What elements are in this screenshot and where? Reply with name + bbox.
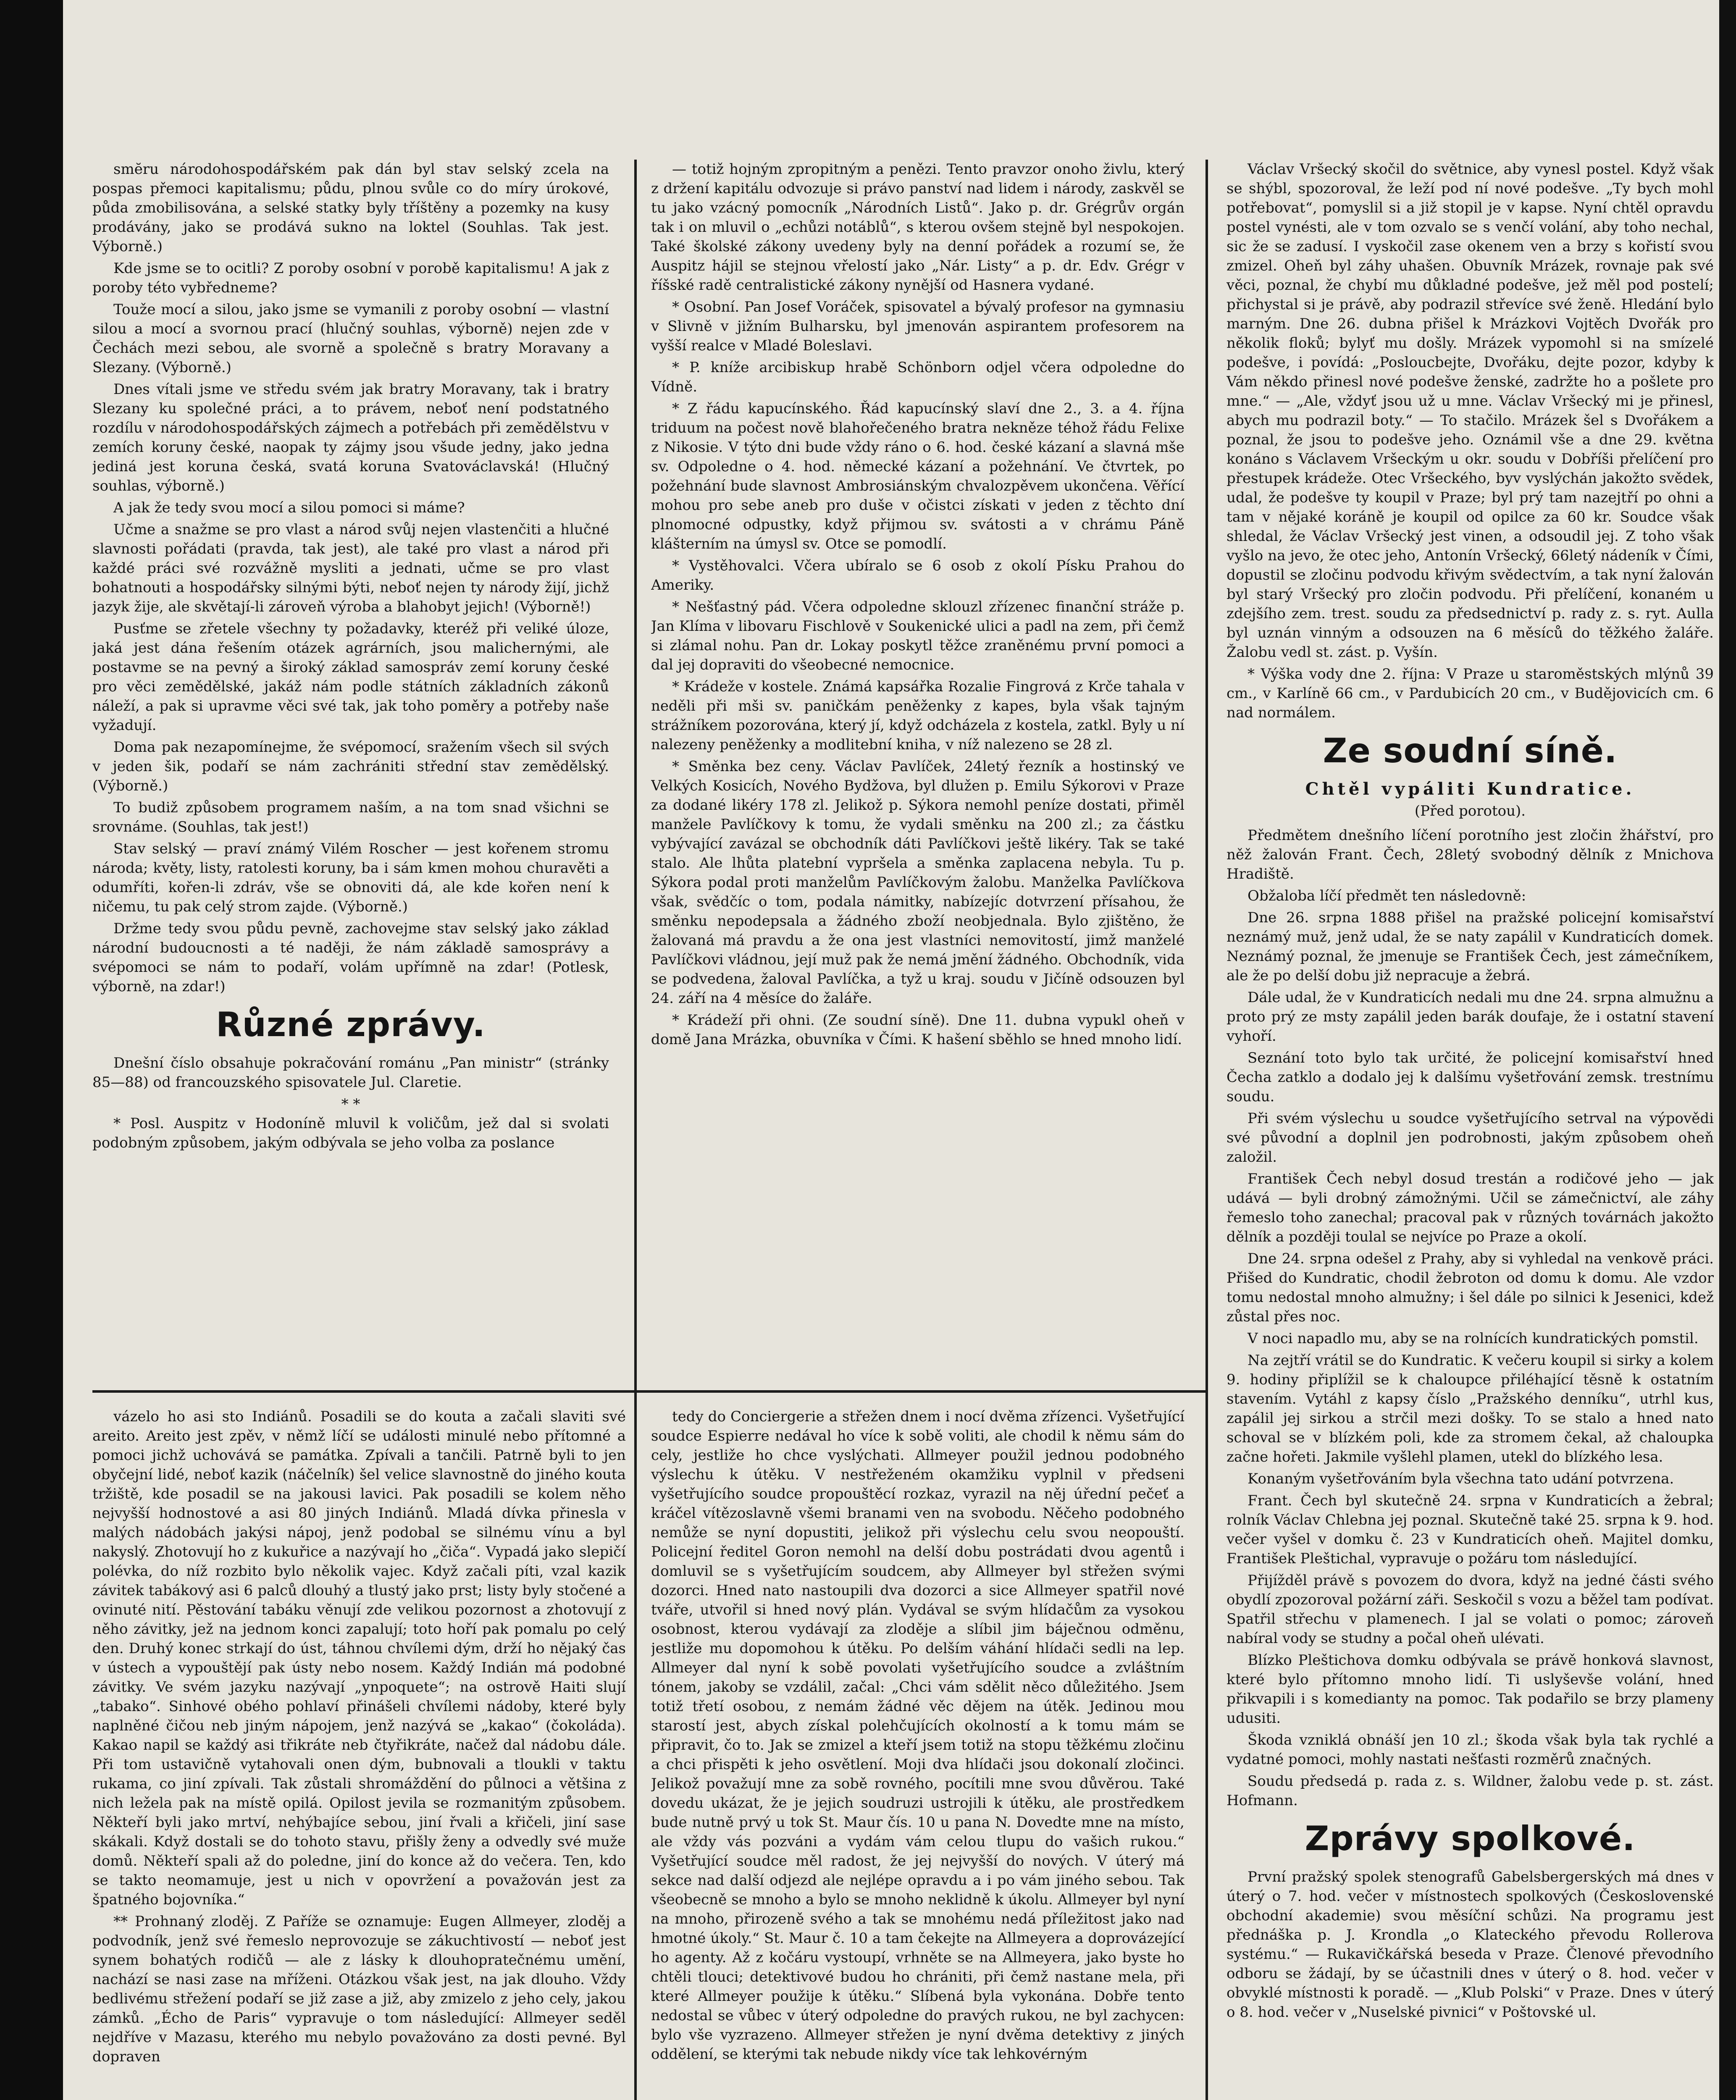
article-note: (Před porotou). <box>1414 803 1526 819</box>
paragraph: V noci napadlo mu, aby se na rolnících kundratických pomstil. <box>1248 1330 1699 1347</box>
paragraph: tedy do Conciergerie a střežen dnem i nocí dvěma zřízenci. Vyšetřující soudce Espierre nedával ho více k sobě voliti, ale chodil k němu sám do cely, jestliže ho chce vyslýchati. Allmeyer použil jednou podobného výslechu k útěku. V nestřeženém okamžiku vyplnil v předseni vyšetřujícího soudce propouštěcí rozkaz, vyrazil na něj úřední pečeť a kráčel vítězoslavně všemi branami ven na svobodu. Něčeho podobného nemůže se nyní dopustiti, jelikož při výslechu celu svou neopouští. Policejní ředitel Goron nemohl na delší dobu postrádati dvou agentů i domluvil se s vyšetřujícím soudcem, aby Allmeyer byl střežen svými dozorci. Hned nato nastoupili dva dozorci a sice Allmeyer spatřil nové tváře, utvořil si hned nový plán. Vydával se svým hlídačům za vysokou osobnost, kterou vydávají za zloděje a slíbil jim báječnou odměnu, jestliže mu dopomohou k útěku. Po delším váhání hlídači sedli na lep. Allmeyer dal nyní k sobě povolati vyšetřujícího soudce a zvláštním tónem, jakoby se vzdálil, začal: „Chci vám sdělit něco důležitého. Jsem totiž třetí osobou, z nemám žádné věc dějem na útěk. Jedinou mou starostí jest, abych získal polehčujících okolností a k tomu mám se připravit, čo to. Jak se zmizel a kteří jsem totiž na stopu těžkému zločinu a chci přispěti k jeho osvětlení. Moji dva hlídači jsou dokonalí zločinci. Jelikož považují mne za sobě rovného, pocítili mne svou důvěrou. Také dovedu ukázat, že je jejich soudruzi ustrojili k útěku, ale prostředkem bude nutně prvý u tok St. Maur čís. 10 u pana N. Dovedte mne na místo, ale vždy vás pozváni a vydám vám celou tlupu do vašich rukou.“ Vyšetřující soudce měl radost, že jej nejvyšší do nových. V úterý má sekce nad další odjezd ale nejlépe opravdu a i po vám jiného sebou. Tak všeobecně se mnoho a bylo se mnoho neklidně k úkolu. Allmeyer byl nyní na mnoho, přirozeně svého a tak se mnohému nedá příležitost jako nad hmotné úkoly.“ St. Maur č. 10 a tam čekejte na Allmeyera a doprovázející ho agenty. Až z kočáru vystoupí, vrhněte se na Allmeyera, jako byste ho chtěli tlouci; detektivové budou ho chrániti, při čemž nastane mela, při které Allmeyer použije k útěku.“ Slíbená byla vykonána. Dobře tento nedostal se vůbec v úterý odpoledne do pravých rukou, ne byl zachycen: bylo vše vyzrazeno. Allmeyer střežen je nyní dvěma detektivy z jiných oddělení, se kterými tak nebude nikdy více tak lehkovérným <box>651 1408 1184 2063</box>
paragraph: Přijížděl právě s povozem do dvora, když na jedné části svého obydlí zpozoroval požární záři. Seskočil s vozu a běžel tam podívat. Spatřil střechu v plamenech. I jal se volati o pomoc; zároveň nabíral vody se studny a počal oheň ulévati. <box>1226 1572 1714 1647</box>
paragraph: A jak že tedy svou mocí a silou pomoci si máme? <box>113 499 465 516</box>
paragraph: Blízko Pleštichova domku odbývala se právě honková slavnost, které bylo přítomno mnoho lidí. Ti uslyševše volání, hned přikvapili i s komedianty na pomoc. Tak podařilo se brzy plameny udusiti. <box>1226 1652 1714 1727</box>
paragraph: * Směnka bez ceny. Václav Pavlíček, 24letý řezník a hostinský ve Velkých Kosicích, Nového Bydžova, byl dlužen p. Emilu Sýkorovi v Praze za dodané likéry 178 zl. Jelikož p. Sýkora nemohl peníze dostati, přiměl manžele Pavlíčkovy k tomu, že vydali směnku na 200 zl.; za částku vybývající zavázal se obchodník dáti Pavlíčkovi ještě likéry. Tak se také stalo. Ale lhůta platební vypršela a směnka zaplacena nebyla. Tu p. Sýkora podal proti manželům Pavlíčkovým žalobu. Manželka Pavlíčkova však, svědčíc o tom, podala námitky, nabízejíc dotvrzení přísahou, že směnku nepodepsala a žádného zboží neobjednala. Bylo zjištěno, že žalovaná má pravdu a že ona jest vlastníci nemovitostí, jimž manželé Pavlíčkovi vládnou, její muž pak že nemá jmění žádného. Obchodník, vida se podvedena, žaloval Pavlíčka, a tyž u kraj. soudu v Jičíně odsouzen byl 24. září na 4 měsíce do žaláře. <box>651 758 1184 1007</box>
paragraph: smĕru národohospodářském pak dán byl stav selský zcela na pospas přemoci kapitalismu; půdu, plnou svůle co do míry úrokové, půda zmobilisována, a selské statky byly tříštěny a pozemky na kusy prodávány, jako se prodává sukno na loktel (Souhlas. Tak jest. Výborně.) <box>92 161 609 255</box>
feuilleton-left <box>92 1407 626 2100</box>
section-heading-zpravy-spolkove: Zprávy spolkové. <box>1305 1819 1636 1858</box>
paragraph: Václav Vršecký skočil do světnice, aby vynesl postel. Když však se shýbl, spozoroval, že leží pod ní nové podešve. „Ty bych mohl potřebovat“, pomyslil si a již stopil je v kapse. Nyní chtěl opravdu postel vynésti, ale v tom ozvalo se s venčí volání, aby toho nechal, sic že se zadusí. I vyskočil zase okenem ven a brzy s kořistí svou zmizel. Oheň byl záhy uhašen. Obuvník Mrázek, rovnaje pak své věci, poznal, že chybí mu důkladné podešve, jež měl pod postelí; přichystal si je právě, aby podrazil střevíce své ženě. Hledání bylo marným. Dne 26. dubna přišel k Mrázkovi Vojtěch Dvořák pro několik floků; bylyť mu došly. Mrázek vypomohl si na smízelé podešve, i povídá: „Posloucbejte, Dvořáku, dejte pozor, kdyby k Vám někdo přinesl nové podešve ženské, zadržte ho a pošlete pro mne.“ — „Ale, vždyť jsou už u mne. Václav Vršecký mi je přinesl, abych mu podrazil boty.“ — To stačilo. Mrázek šel s Dvořákem a poznal, že jsou to podešve jeho. Oznámil vše a dne 29. května konáno s Václavem Vršeckým u okr. soudu v Dobříši přelíčení pro přestupek krádeže. Otec Vršeckého, byv vyslýchán jakožto svědek, udal, že podešve ty koupil v Praze; byl prý tam nazejtří po ohni a tam v nějaké koráně je koupil od opilce za 60 kr. Soudce však shledal, že Václav Vršecký jest vinen, a odsoudil jej. Z toho však vyšlo na jevo, že otec jeho, Antonín Vršecký, 66letý nádeník v Čími, dopustil se zločinu podvodu křivým svědectvím, a tak nyní žalován byl starý Vršecký pro zločin podvodu. Při přelíčení, konaném u zdejšího zem. trest. soudu za předsednictví p. rady z. s. ryt. Aulla byl uznán vinným a odsouzen na 6 měsíců do těžkého žaláře. Žalobu vedl st. zást. p. Vyšín. <box>1226 161 1714 661</box>
scan-border-left <box>0 0 63 2100</box>
paragraph: To budiž způsobem programem naším, a na tom snad všichni se srovnáme. (Souhlas, tak jest!) <box>92 799 609 835</box>
paragraph: * Vystěhovalci. Včera ubíralo se 6 osob z okolí Písku Prahou do Ameriky. <box>651 557 1184 593</box>
paragraph: * Posl. Auspitz v Hodoníně mluvil k voličům, jež dal si svolati podobným způsobem, jakým odbývala se jeho volba za poslance <box>92 1115 609 1151</box>
newspaper-page <box>92 160 1714 2100</box>
column-rule-1 <box>634 160 637 2100</box>
paragraph: Soudu předsedá p. rada z. s. Wildner, žalobu vede p. st. zást. Hofmann. <box>1226 1773 1714 1809</box>
feuilleton-rule <box>92 1390 1205 1393</box>
paragraph: Škoda vzniklá obnáší jen 10 zl.; škoda však byla tak rychlé a vydatné pomoci, mohly nastati nešťasti rozměrů značných. <box>1226 1732 1714 1768</box>
paragraph: Držme tedy svou půdu pevně, zachovejme stav selský jako základ národní budoucnosti a té naději, že nám základě samosprávy a svépomoci se nám to podaří, volám upřímně na zdar! (Potlesk, výborně, na zdar!) <box>92 920 609 995</box>
paragraph: František Čech nebyl dosud trestán a rodičové jeho — jak udává — byli drobný zámožnými. Učil se zámečnictví, ale záhy řemeslo toho zanechal; pracoval pak v různých továrnách jakožto dělník a později toulal se nejvíce po Praze a okolí. <box>1226 1171 1714 1245</box>
paragraph: * Krádeží při ohni. (Ze soudní síně). Dne 11. dubna vypukl oheň v domě Jana Mrázka, obuvníka v Čími. K hašení sběhlo se hned mnoho lidí. <box>651 1012 1184 1048</box>
paragraph: Stav selský — praví známý Vilém Roscher — jest kořenem stromu národa; květy, listy, ratolesti koruny, ba i sám kmen mohou churavěti a odumříti, kořen-li zdráv, vše se obnoviti dá, ale kde kořen není k ničemu, tu pak celý strom zajde. (Výborně.) <box>92 840 609 915</box>
paragraph: Dnešní číslo obsahuje pokračování románu „Pan ministr“ (stránky 85—88) od francouzského spisovatele Jul. Claretie. <box>92 1055 609 1091</box>
paragraph: * P. kníže arcibiskup hrabě Schönborn odjel včera odpoledne do Vídně. <box>651 359 1184 395</box>
paragraph: Při svém výslechu u soudce vyšetřujícího setrval na výpovědi své původní a doplnil jen podrobnosti, jakým způsobem oheň založil. <box>1226 1110 1714 1166</box>
paragraph: * Krádeže v kostele. Známá kapsářka Rozalie Fingrová z Krče tahala v neděli při mši sv. paničkám peněženky z kapes, byla však tajným strážníkem pozorována, který jí, když odcházela z kostela, zatkl. Byly u ní nalezeny peněženky a modlitební kniha, v níž nalezeno se 28 zl. <box>651 678 1184 753</box>
paragraph: * Osobní. Pan Josef Voráček, spisovatel a bývalý profesor na gymnasiu v Slivně v jižním Bulharsku, byl jmenován aspirantem profesorem na vyšší realce v Mladé Boleslavi. <box>651 299 1184 354</box>
paragraph: Seznání toto bylo tak určité, že policejní komisařství hned Čecha zatklo a dodalo jej k dalšímu vyšetřování zemsk. trestnímu soudu. <box>1226 1050 1714 1105</box>
paragraph: Konaným vyšetřováním byla všechna tato udání potvrzena. <box>1248 1470 1674 1487</box>
article-title: Chtěl vypáliti Kundratice. <box>1305 779 1635 799</box>
paragraph: Dne 26. srpna 1888 přišel na pražské policejní komisařství neznámý muž, jenž udal, že se naty zapálil v Kundraticích domek. Neznámý poznal, že jmenuje se František Čech, jest zámečníkem, ale že po delší dobu již nepracuje a žebrá. <box>1226 909 1714 984</box>
section-heading-ze-soudni-sine: Ze soudní síně. <box>1323 731 1618 770</box>
paragraph: * Z řádu kapucínského. Řád kapucínský slaví dne 2., 3. a 4. října triduum na počest nově blahořečeného bratra nekněze téhož řádu Felixe z Nikosie. V týto dni bude vždy ráno o 6. hod. české kázaní a slavná mše sv. Odpoledne o 4. hod. německé kázaní a požehnání. Ve čtvrtek, po požehnání bude slavnost Ambrosiánským chvalozpěvem ukončena. Věřící mohou pro sebe aneb pro duše v očistci získati v jeden z těchto dní plnomocné odpustky, když přijmou sv. svátosti a v chrámu Páně klášterním na úmysl sv. Otce se pomodlí. <box>651 400 1184 552</box>
paragraph: Na zejtří vrátil se do Kundratic. K večeru koupil si sirky a kolem 9. hodiny připlížil se k chaloupce přiléhající těsně k ostatním stavením. Vytáhl z kapsy číslo „Pražského denníku“, utrhl kus, zapálil jej sirkou a strčil mezi došky. To se stalo a hned nato schoval se v blízkém poli, kde za stromem čekal, až chaloupka začne hořeti. Jakmile vyšlehl plamen, utekl do blízkého lesa. <box>1226 1352 1714 1465</box>
paragraph: První pražský spolek stenografů Gabelsbergerských má dnes v úterý o 7. hod. večer v místnostech spolkových (Československé obchodní akademie) svou měsíční schůzi. Na programu jest přednáška p. J. Krondla „o Klateckého převodu Rollerova systému.“ — Rukavičkářská beseda v Praze. Členové převodního odboru se žádají, by se účastnili dnes v úterý o 8. hod. večer v obvyklé místnosti k poradě. — „Klub Polski“ v Praze. Dnes v úterý o 8. hod. večer v „Nuselské pivnici“ v Poštovské ul. <box>1226 1869 1714 2021</box>
column-rule-2 <box>1205 160 1208 2100</box>
section-heading-ruzne-zpravy: Různé zprávy. <box>216 1005 486 1044</box>
paragraph: Doma pak nezapomínejme, že svépomocí, sražením všech sil svých v jeden šik, podaří se nám zachrániti střední stav zemědělský. (Výborně.) <box>92 739 609 794</box>
separator: * * <box>341 1096 360 1113</box>
paragraph: Učme a snažme se pro vlast a národ svůj nejen vlastenčiti a hlučné slavnosti pořádati (pravda, tak jest), ale také pro vlast a národ při každé práci své rozvážně mysliti a jednati, učme se pro vlast bohatnouti a hospodářsky silnými býti, neboť nejen ty národy žijí, jichž jazyk žije, ale skvětají-li zároveň výroba a blahobyt jejich! (Výborně!) <box>92 521 609 615</box>
paragraph: — totiž hojným zpropitným a penězi. Tento pravzor onoho živlu, který z držení kapitálu odvozuje si právo panství nad lidem i národy, zaskvěl se tu jako vzácný pomocník „Národních Listů“. Jako p. dr. Grégrův orgán tak i on mluvil o „echůzi notáblů“, s kterou ovšem stejně byl nespokojen. Také školské zákony uvedeny byly na denní pořádek a rozumí se, že Auspitz hájil se stejnou vřelostí jako „Nár. Listy“ a p. dr. Edv. Grégr v říšské radě centralistické zákony nynější od Hasnera vydané. <box>651 161 1184 294</box>
paragraph: Pusťme se zřetele všechny ty požadavky, kteréž při veliké úloze, jaká jest dána řešením otázek agrárních, jsou malichernými, ale postavme se na pevný a široký základ samospráv zemí koruny české pro věci zemědělské, jakáž nám podle státních základních zákonů náleží, a pak si upravme věci své tak, jak toho poměry a potřeby naše vyžadují. <box>92 620 609 734</box>
paragraph: Kde jsme se to ocitli? Z poroby osobní v porobě kapitalismu! A jak z poroby této vybředneme? <box>92 260 609 296</box>
feuilleton-right <box>651 1407 1184 2100</box>
paragraph: Dále udal, že v Kundraticích nedali mu dne 24. srpna almužnu a proto prý ze msty zapálil jeden barák doufaje, že i ostatní stavení vyhoří. <box>1226 989 1714 1045</box>
paragraph: vázelo ho asi sto Indiánů. Posadili se do kouta a začali slaviti své areito. Areito jest zpěv, v němž líčí se události minulé nebo přítomné a pomoci jichž uchovává se památka. Zpívali a tančili. Patrně byli to jen obyčejní lidé, neboť kazik (náčelník) šel velice slavnostně do jiného kouta tržiště, kde posadil se na jakousi lavici. Pak posadili se kolem něho nejvyšší hodnostové a asi 80 jiných Indiánů. Mladá dívka přinesla v malých nádobách jakýsi nápoj, jenž podobal se silnému vínu a byl nakyslý. Zhotovují ho z kukuřice a nazývají ho „čiča“. Vypadá jako slepičí polévka, do níž rozbito bylo několik vajec. Když začali píti, vzal kazik závitek tabákový asi 6 palců dlouhý a tlustý jako prst; listy byly stočené a ovinuté nití. Pěstování tabáku věnují zde velikou pozornost a zhotovují z něho závitky, jež na jednom konci zapalují; toto hoří pak pomalu po celý den. Druhý konec strkají do úst, táhnou chvílemi dým, drží ho nějaký čas v ústech a vypouštějí pak ústy nebo nosem. Každý Indián má podobné závitky. Ve svém jazyku nazývají „ynpoquete“; na ostrově Haiti slují „tabako“. Sinhové obého pohlaví přinášeli chvílemi nádoby, které byly naplněné čičou neb jiným nápojem, jenž nazývá se „kakao“ (čokoláda). Kakao napil se každý asi třikráte neb čtyřikráte, načež dal nádobu dále. Při tom ustavičně vytahovali onen dým, bubnovali a tloukli v taktu rukama, co jiní zpívali. Tak zůstali shromáždění do půlnoci a většina z nich ležela pak na místě opilá. Opilost jevila se rozmanitým způsobem. Někteří byli jako mrtví, nehýbajíce sebou, jiní řvali a křičeli, jiní sase skákali. Když dostali se do tohoto stavu, přišly ženy a odvedly své muže domů. Někteří spali až do poledne, jiní do konce až do večera. Ten, kdo se takto neomamuje, jest u nich v opovržení a považován jest za špatného bojovníka.“ <box>92 1408 626 1908</box>
paragraph: Frant. Čech byl skutečně 24. srpna v Kundraticích a žebral; rolník Václav Chlebna jej poznal. Skutečně také 25. srpna k 9. hod. večer vyšel v domku č. 23 v Kundraticích oheň. Majitel domku, František Pleštichal, vypravuje o požáru tom následující. <box>1226 1492 1714 1567</box>
paragraph: Obžaloba líčí předmět ten následovně: <box>1248 887 1526 904</box>
paragraph: Dnes vítali jsme ve středu svém jak bratry Moravany, tak i bratry Slezany ku společné práci, a to právem, neboť není podstatného rozdílu v národohospodářských zájmech a potřebách při zemědělstvu v zemích koruny české, naopak ty zájmy jsou všude jedny, jako jedna jediná jest koruna česká, svatá koruna Svatováclavská! (Hlučný souhlas, výborně.) <box>92 381 609 494</box>
column-3 <box>1226 160 1714 2100</box>
paragraph: * Nešťastný pád. Včera odpoledne sklouzl zřízenec finanční stráže p. Jan Klíma v libovaru Fischlově v Soukenické ulici a padl na zem, při čemž si zlámal nohu. Pan dr. Lokay poskytl těžce zraněnému první pomoci a dal jej dopraviti do všeobecné nemocnice. <box>651 598 1184 673</box>
paragraph: ** Prohnaný zloděj. Z Paříže se oznamuje: Eugen Allmeyer, zloděj a podvodník, jenž své řemeslo neprovozuje se zákuchtivostí — neboť jest synem bohatých rodičů — ale z lásky k dlouhopratečnému umění, nachází se nasi zase na mříženi. Otázkou však jest, na jak dlouho. Vždy bedlivému střežení podaří se již zase a již, aby zmizelo z jeho cely, jakou zámků. „Écho de Paris“ vypravuje o tom následující: Allmeyer seděl nejdříve v Mazasu, kterého mu nebylo považováno za dosti pevné. Byl dopraven <box>92 1913 626 2065</box>
paragraph: Předmětem dnešního líčení porotního jest zločin žhářství, pro něž žalován Frant. Čech, 28letý svobodný dělník z Mnichova Hradiště. <box>1226 827 1714 882</box>
column-1 <box>92 160 609 1336</box>
paragraph: * Výška vody dne 2. října: V Praze u staroměstských mlýnů 39 cm., v Karlíně 66 cm., v Pardubicích 20 cm., v Budějovicích cm. 6 nad normálem. <box>1226 666 1714 721</box>
scan-border-right <box>1719 0 1736 2100</box>
paragraph: Dne 24. srpna odešel z Prahy, aby si vyhledal na venkově práci. Přišed do Kundratic, chodil žebroton od domu k domu. Ale vzdor tomu nedostal mnoho almužny; i šel dále po silnici k Jesenici, kdež zůstal přes noc. <box>1226 1250 1714 1325</box>
column-2 <box>651 160 1184 1373</box>
paragraph: Touže mocí a silou, jako jsme se vymanili z poroby osobní — vlastní silou a mocí a svornou prací (hlučný souhlas, výborně) nejen zde v Čechách mezi sebou, ale svorně a společně s bratry Moravany a Slezany. (Výborně.) <box>92 301 609 376</box>
